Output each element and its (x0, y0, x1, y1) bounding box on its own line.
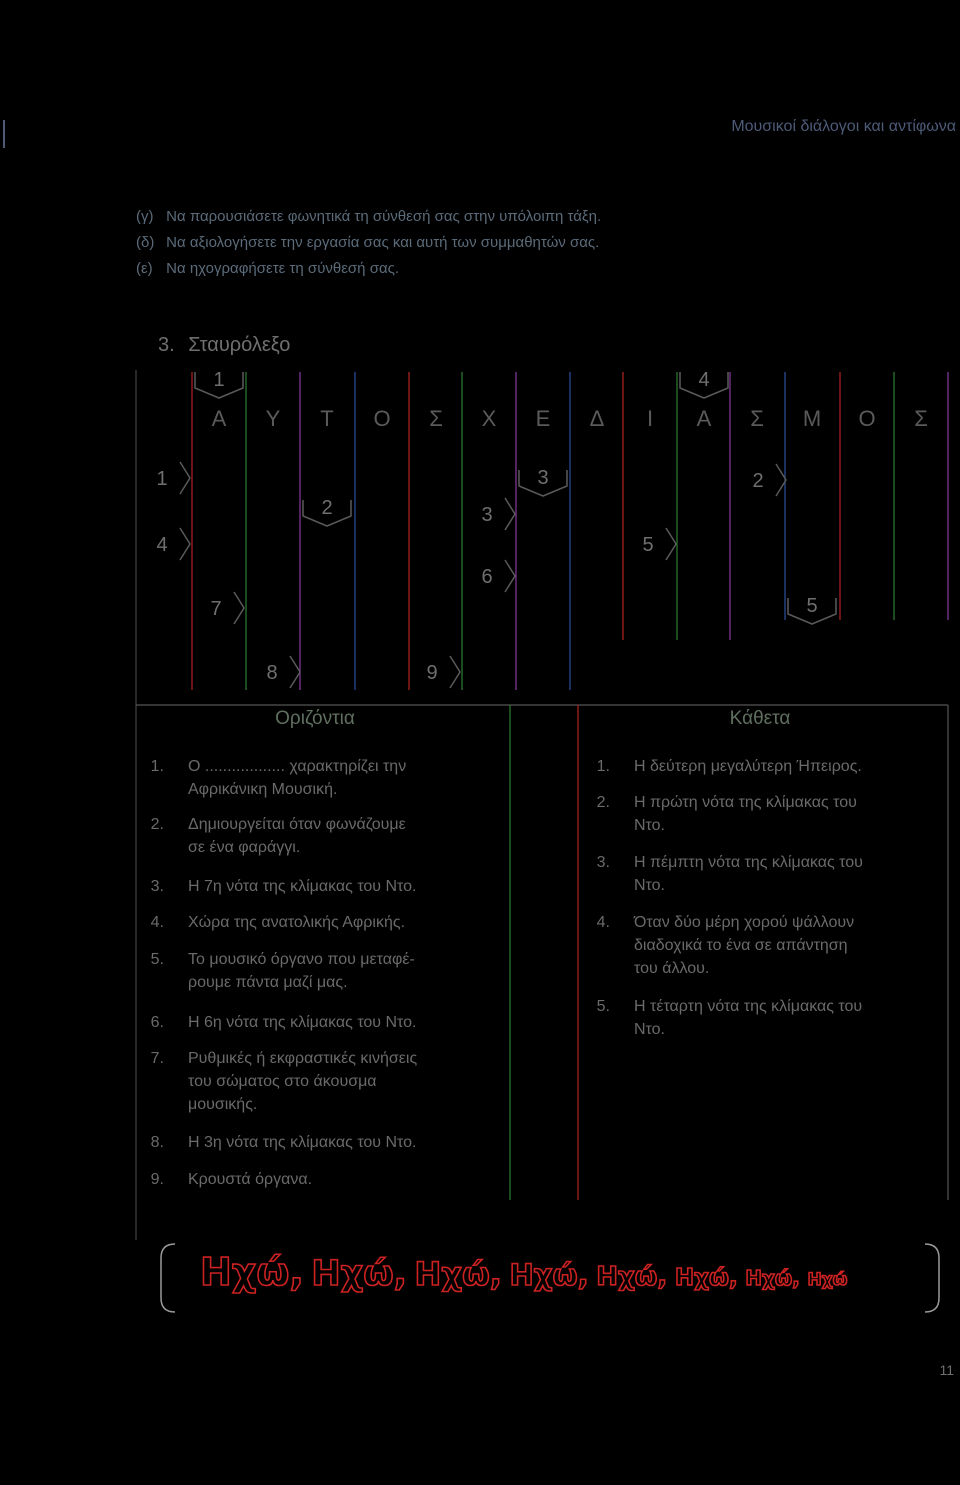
grid-letter: Χ (481, 406, 497, 431)
section-heading: Σταυρόλεξο (188, 334, 291, 356)
instruction-label: (δ) (136, 234, 155, 251)
clue-text: Η 6η νότα της κλίμακας του Ντο. (188, 1014, 417, 1031)
echo-word: Ηχώ, (414, 1255, 502, 1293)
echo-word: Ηχώ, (200, 1250, 304, 1294)
clue-text: Ντο. (634, 1021, 665, 1038)
clue-text: Η 7η νότα της κλίμακας του Ντο. (188, 878, 417, 895)
grid-letter: Σ (750, 406, 764, 431)
right-arrow-marker (450, 656, 460, 688)
marker-9-right: 9 (426, 662, 438, 684)
clue-number: 2. (150, 816, 164, 833)
marker-1-down: 1 (213, 369, 225, 391)
grid-letter: Ο (373, 406, 391, 431)
instruction-text: Να παρουσιάσετε φωνητικά τη σύνθεσή σας στην υπόλοιπη τάξη. (166, 208, 602, 225)
marker-4-right: 4 (156, 534, 168, 556)
grid-letter: Σ (914, 406, 928, 431)
marker-1-right: 1 (156, 468, 168, 490)
clue-text: Δημιουργείται όταν φωνάζουμε (188, 816, 406, 833)
instruction-label: (γ) (136, 208, 154, 225)
clue-text: Η πρώτη νότα της κλίμακας του (634, 794, 857, 811)
grid-letter: Α (696, 406, 712, 431)
right-arrow-marker (290, 656, 300, 688)
echo-word: Ηχώ, (674, 1265, 738, 1291)
clue-text: Η δεύτερη μεγαλύτερη Ήπειρος. (634, 758, 862, 775)
clue-text: ρουμε πάντα μαζί μας. (188, 974, 348, 991)
vertical-clues (586, 755, 956, 1055)
clue-text: Η τέταρτη νότα της κλίμακας του (634, 998, 863, 1015)
clue-number: 3. (596, 854, 610, 871)
grid-letter: Δ (589, 406, 605, 431)
clue-text: Η 3η νότα της κλίμακας του Ντο. (188, 1134, 417, 1151)
horizontal-clues (140, 755, 510, 1195)
clue-text: Χώρα της ανατολικής Αφρικής. (188, 914, 406, 931)
marker-3-right: 3 (481, 504, 493, 526)
right-arrow-marker (666, 528, 676, 560)
clue-text: Ο .................. χαρακτηρίζει την (188, 758, 407, 775)
clue-text: Το μουσικό όργανο που μεταφέ- (188, 951, 415, 968)
clue-text: Ντο. (634, 877, 665, 894)
grid-letter: Α (211, 406, 227, 431)
grid-letter: Υ (265, 406, 281, 431)
clue-text: Ντο. (634, 817, 665, 834)
echo-word: Ηχώ, (509, 1258, 589, 1292)
echo-word: Ηχώ, (596, 1262, 668, 1292)
horizontal-clues-title: Οριζόντια (275, 708, 355, 729)
clue-number: 5. (596, 998, 610, 1015)
clue-number: 5. (150, 951, 164, 968)
grid-letter: Ο (858, 406, 876, 431)
clue-text: Κρουστά όργανα. (188, 1171, 313, 1188)
clue-text: Όταν δύο μέρη χορού ψάλλουν (634, 914, 855, 931)
clue-number: 9. (150, 1171, 164, 1188)
marker-5-right: 5 (642, 534, 654, 556)
clue-number: 4. (596, 914, 610, 931)
vertical-clues-title: Κάθετα (729, 708, 791, 729)
clue-text: διαδοχικά το ένα σε απάντηση (634, 937, 848, 954)
marker-7-right: 7 (210, 598, 222, 620)
clue-number: 2. (596, 794, 610, 811)
instruction-label: (ε) (136, 260, 153, 277)
right-arrow-marker (180, 528, 190, 560)
marker-4-down: 4 (698, 369, 710, 391)
echo-word: Ηχώ, (311, 1254, 407, 1294)
running-header: Μουσικοί διάλογοι και αντίφωνα (731, 118, 956, 135)
clue-number: 1. (150, 758, 164, 775)
marker-6-right: 6 (481, 566, 493, 588)
clue-text: Ρυθμικές ή εκφραστικές κινήσεις (188, 1050, 418, 1067)
echo-word: Ηχώ, (745, 1266, 800, 1290)
clue-text: Αφρικάνικη Μουσική. (188, 781, 338, 798)
clue-number: 3. (150, 878, 164, 895)
marker-2-down: 2 (321, 497, 333, 519)
grid-letter: Σ (429, 406, 443, 431)
right-arrow-marker (505, 498, 515, 530)
clue-text: του άλλου. (634, 960, 710, 977)
grid-letter: Τ (320, 406, 334, 431)
clue-text: του σώματος στο άκουσμα (188, 1073, 377, 1090)
clue-number: 6. (150, 1014, 164, 1031)
right-arrow-marker (505, 560, 515, 592)
grid-letter: Ε (535, 406, 551, 431)
right-arrow-marker (234, 592, 244, 624)
section-number: 3. (158, 334, 175, 356)
page-number: 11 (939, 1362, 954, 1378)
marker-3-down: 3 (537, 467, 549, 489)
marker-8-right: 8 (266, 662, 278, 684)
marker-2-right: 2 (752, 470, 764, 492)
echo-words (200, 1250, 849, 1294)
clue-text: μουσικής. (188, 1096, 258, 1113)
instruction-text: Να αξιολογήσετε την εργασία σας και αυτή των συμμαθητών σας. (166, 234, 600, 251)
grid-letter: Ι (646, 406, 654, 431)
clue-number: 4. (150, 914, 164, 931)
clue-text: Η πέμπτη νότα της κλίμακας του (634, 854, 863, 871)
clue-text: σε ένα φαράγγι. (188, 839, 301, 856)
echo-word: Ηχώ (807, 1270, 848, 1290)
instruction-text: Να ηχογραφήσετε τη σύνθεσή σας. (166, 260, 400, 277)
marker-5-down: 5 (806, 595, 818, 617)
clue-number: 7. (150, 1050, 164, 1067)
right-arrow-marker (180, 462, 190, 494)
grid-letter: Μ (802, 406, 822, 431)
clue-number: 1. (596, 758, 610, 775)
clue-number: 8. (150, 1134, 164, 1151)
